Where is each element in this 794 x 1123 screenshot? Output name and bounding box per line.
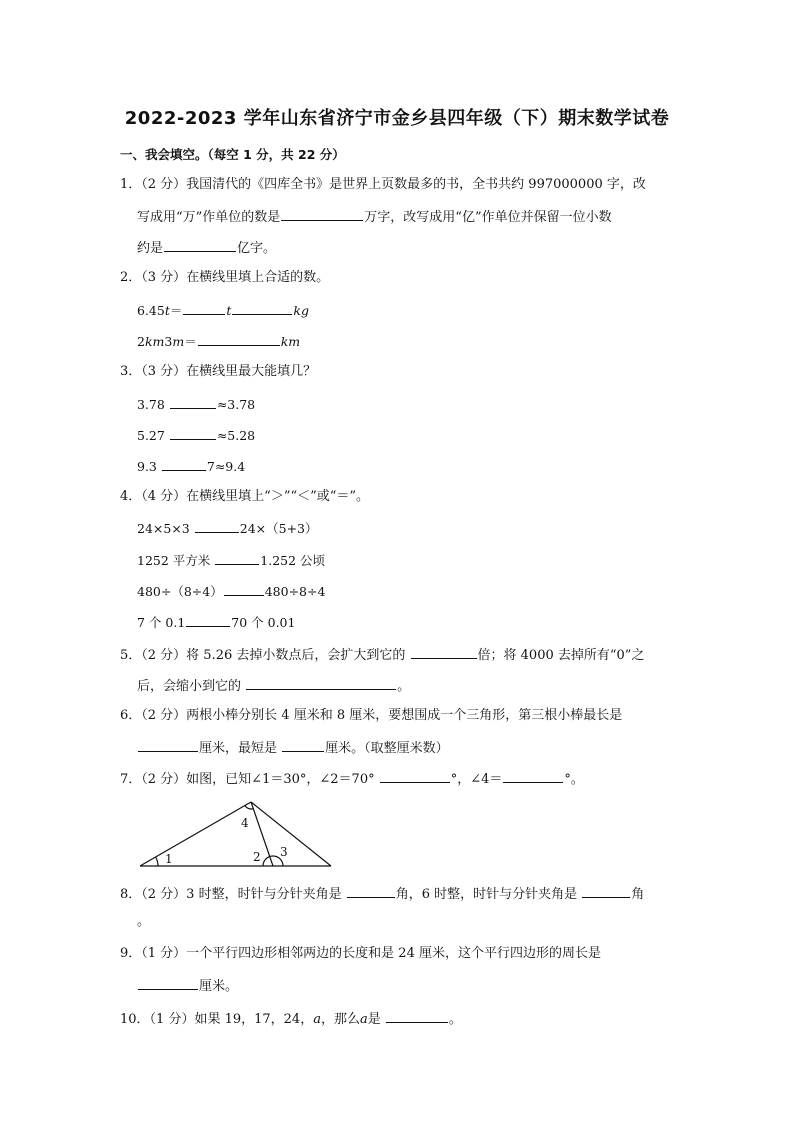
q4-row2: 1252 平方米 1.252 公顷	[137, 553, 326, 568]
q9-line1: 9．（1 分）一个平行四边形相邻两边的长度和是 24 厘米，这个平行四边形的周长是	[120, 946, 601, 961]
q3-row2: 5.27 ≈5.28	[137, 428, 256, 443]
angle-label-2: 2	[253, 850, 261, 864]
q4-row4: 7 个 0.1 70 个 0.01	[137, 615, 296, 630]
q2-row1: 6.45t＝ t kg	[137, 303, 309, 318]
answer-blank[interactable]	[170, 427, 216, 440]
q5-line1: 5．（2 分）将 5.26 去掉小数点后，会扩大到它的 倍；将 4000 去掉所有“0”之	[120, 648, 645, 663]
q5-line2: 后，会缩小到它的 。	[137, 679, 411, 694]
answer-blank[interactable]	[215, 552, 259, 565]
answer-blank[interactable]	[183, 302, 225, 315]
angle-label-3: 3	[280, 845, 288, 859]
q1-line3: 约是 亿字。	[137, 241, 277, 256]
answer-blank[interactable]	[282, 739, 324, 752]
q8-line1: 8．（2 分）3 时整，时针与分针夹角是 角，6 时整，时针与分针夹角是 角	[120, 887, 645, 902]
q2-prompt: 2．（3 分）在横线里填上合适的数。	[120, 270, 330, 285]
q4-row3: 480÷（8÷4） 480÷8÷4	[137, 584, 326, 599]
q3-row3: 9.3 7≈9.4	[137, 459, 246, 474]
q8-line2: 。	[137, 914, 151, 929]
answer-blank[interactable]	[386, 1010, 448, 1023]
triangle-figure	[132, 796, 342, 872]
answer-blank[interactable]	[281, 208, 363, 221]
q9-line2: 厘米。	[137, 977, 238, 995]
answer-blank[interactable]	[195, 520, 239, 533]
answer-blank[interactable]	[224, 583, 264, 596]
answer-blank[interactable]	[347, 885, 395, 898]
angle-label-4: 4	[241, 816, 249, 830]
q1-line2: 写成用“万”作单位的数是 万字，改写成用“亿”作单位并保留一位小数	[137, 210, 612, 225]
answer-blank[interactable]	[582, 885, 630, 898]
q3-prompt: 3．（3 分）在横线里最大能填几？	[120, 364, 317, 379]
q4-row1: 24×5×3 24×（5+3）	[137, 521, 318, 536]
q10-line1: 10．（1 分）如果 19，17，24，a，那么a是 。	[120, 1012, 462, 1027]
q2-row2: 2km3m＝ km	[137, 334, 301, 349]
answer-blank[interactable]	[232, 302, 292, 315]
q4-prompt: 4．（4 分）在横线里填上“＞”“＜”或“＝”。	[120, 489, 370, 504]
answer-blank[interactable]	[198, 333, 280, 346]
answer-blank[interactable]	[411, 646, 477, 659]
q3-row1: 3.78 ≈3.78	[137, 397, 256, 412]
answer-blank[interactable]	[186, 614, 230, 627]
answer-blank[interactable]	[164, 239, 236, 252]
q6-line1: 6．（2 分）两根小棒分别长 4 厘米和 8 厘米，要想围成一个三角形，第三根小棒最长是	[120, 708, 623, 723]
answer-blank[interactable]	[246, 677, 396, 690]
page-title: 2022-2023 学年山东省济宁市金乡县四年级（下）期末数学试卷	[124, 108, 670, 129]
answer-blank[interactable]	[138, 739, 198, 752]
q7-line1: 7．（2 分）如图，已知∠1＝30°，∠2＝70° °，∠4＝ °。	[120, 772, 584, 787]
answer-blank[interactable]	[380, 770, 450, 783]
answer-blank[interactable]	[170, 396, 216, 409]
answer-blank[interactable]	[503, 770, 563, 783]
q1-line1: 1．（2 分）我国清代的《四库全书》是世界上页数最多的书，全书共约 997000000 字，改	[120, 177, 646, 192]
section-heading: 一、我会填空。（每空 1 分，共 22 分）	[120, 147, 345, 162]
answer-blank[interactable]	[162, 458, 206, 471]
answer-blank[interactable]	[138, 977, 198, 990]
q6-line2: 厘米，最短是 厘米。（取整厘米数）	[137, 739, 449, 757]
angle-label-1: 1	[165, 852, 173, 866]
